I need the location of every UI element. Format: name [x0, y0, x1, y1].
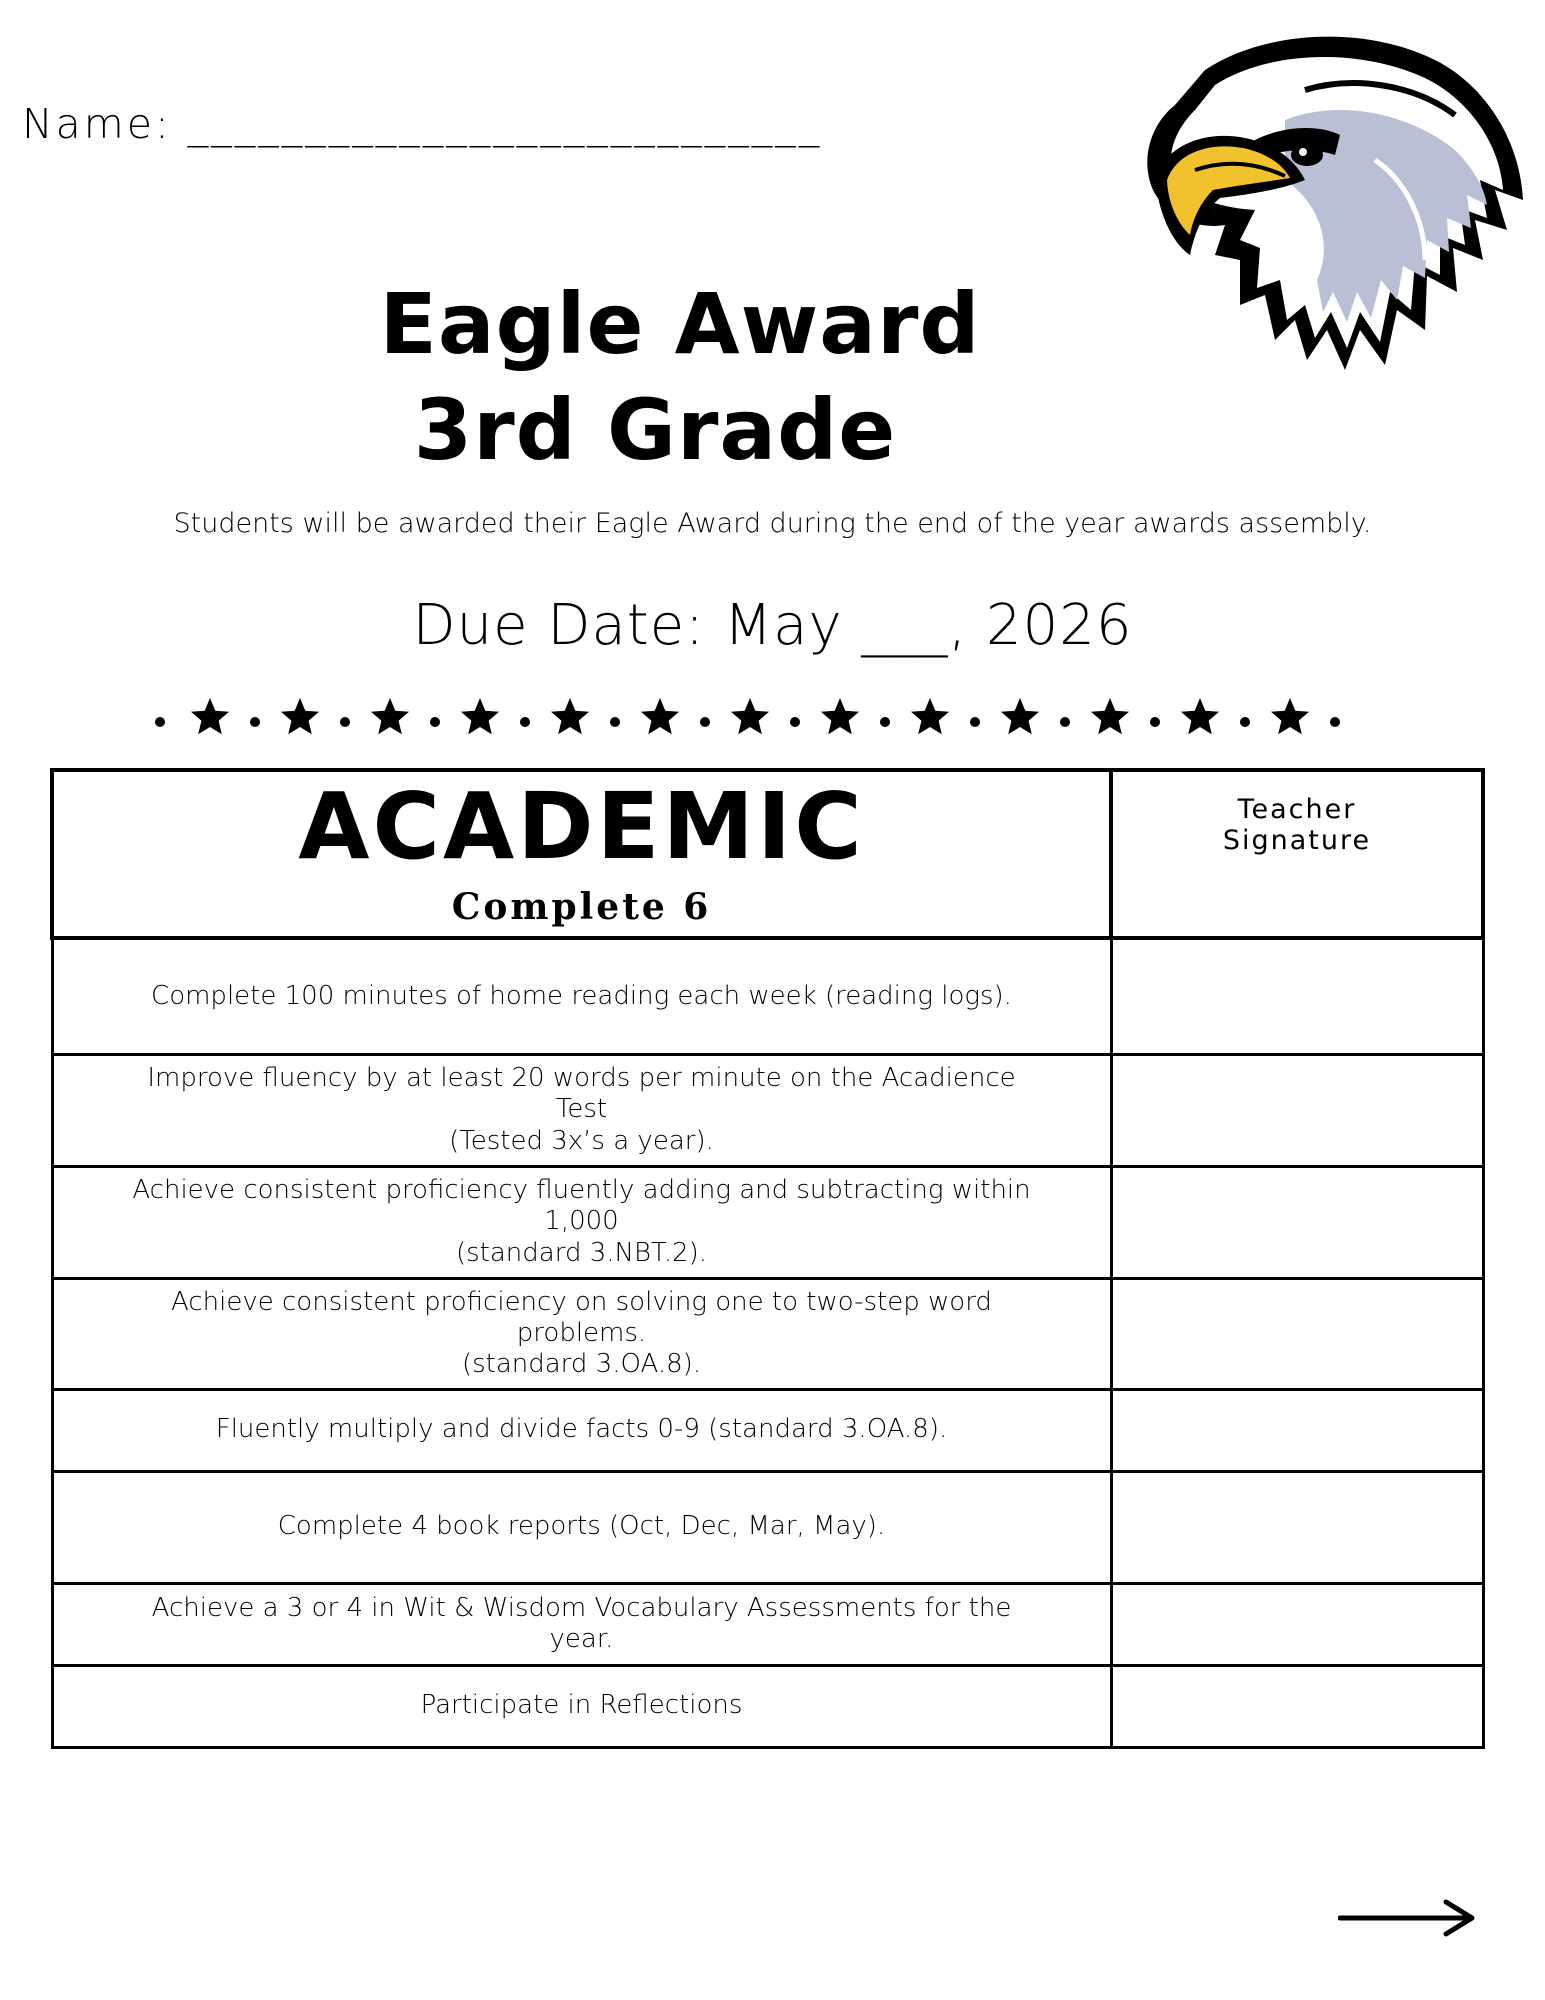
- right-arrow-icon[interactable]: [1338, 1898, 1478, 1938]
- divider-dot: [1150, 717, 1160, 727]
- requirement-cell: [52, 1471, 1111, 1583]
- requirement-text: Participate in Reflections: [420, 1690, 743, 1721]
- divider-star: [371, 698, 409, 734]
- due-date: Due Date: May ___, 2026: [412, 593, 1133, 658]
- requirement-text: Achieve consistent proficiency fluently adding and subtracting within 1,000: [132, 1175, 1031, 1237]
- divider-star: [281, 698, 319, 734]
- requirement-text-continued: (Tested 3x’s a year).: [449, 1125, 714, 1156]
- divider-dot: [970, 717, 980, 727]
- requirement-cell: [52, 1054, 1111, 1166]
- divider-star: [461, 698, 499, 734]
- requirement-text-continued: (standard 3.OA.8).: [461, 1349, 702, 1380]
- intro-text: Students will be awarded their Eagle Award during the end of the year awards assembly.: [173, 508, 1372, 539]
- signature-header-line-1: Teacher: [1237, 794, 1357, 825]
- requirement-text: Achieve consistent proficiency on solving one to two-step word problems.: [171, 1286, 992, 1348]
- academic-subheading: Complete 6: [451, 886, 712, 928]
- signature-cell[interactable]: [1111, 1054, 1483, 1166]
- divider-dot: [790, 717, 800, 727]
- academic-heading: ACADEMIC: [298, 773, 865, 880]
- requirement-cell: [52, 1665, 1111, 1747]
- table-header-row: [52, 770, 1483, 938]
- divider-dot: [430, 717, 440, 727]
- divider-dot: [250, 717, 260, 727]
- requirement-text: Complete 100 minutes of home reading each week (reading logs).: [151, 980, 1012, 1011]
- divider-star: [1001, 698, 1039, 734]
- page-title-line-1: Eagle Award: [379, 275, 981, 373]
- requirement-text: Fluently multiply and divide facts 0-9 (standard 3.OA.8).: [215, 1414, 948, 1445]
- divider-star: [1091, 698, 1129, 734]
- table-row: [52, 1278, 1483, 1389]
- divider-dot: [520, 717, 530, 727]
- signature-cell[interactable]: [1111, 1389, 1483, 1471]
- table-row: [52, 1389, 1483, 1471]
- table-row: [52, 1471, 1483, 1583]
- signature-cell[interactable]: [1111, 1665, 1483, 1747]
- signature-cell[interactable]: [1111, 1583, 1483, 1665]
- table-row: [52, 1583, 1483, 1665]
- requirement-cell: [52, 1583, 1111, 1665]
- table-row: [52, 1665, 1483, 1747]
- academic-heading-cell: [52, 770, 1111, 938]
- requirement-cell: [52, 938, 1111, 1054]
- requirement-text: Complete 4 book reports (Oct, Dec, Mar, May).: [277, 1511, 886, 1542]
- requirement-cell: [52, 1166, 1111, 1278]
- divider-star: [731, 698, 769, 734]
- divider-dot: [155, 717, 165, 727]
- requirement-text: Improve fluency by at least 20 words per minute on the Acadience Test: [147, 1063, 1016, 1125]
- divider-star: [911, 698, 949, 734]
- academic-checklist-table: [50, 768, 1485, 1749]
- table-row: [52, 1054, 1483, 1166]
- divider-dot: [700, 717, 710, 727]
- signature-cell[interactable]: [1111, 1471, 1483, 1583]
- requirement-text: Achieve a 3 or 4 in Wit & Wisdom Vocabulary Assessments for the year.: [151, 1592, 1012, 1654]
- table-row: [52, 938, 1483, 1054]
- divider-dot: [880, 717, 890, 727]
- divider-dot: [1240, 717, 1250, 727]
- divider-dot: [1330, 717, 1340, 727]
- divider-dot: [1060, 717, 1070, 727]
- name-field-label: Name: ___________________________: [22, 100, 823, 148]
- divider-star: [191, 698, 229, 734]
- table-row: [52, 1166, 1483, 1278]
- requirement-cell: [52, 1278, 1111, 1389]
- divider-dot: [610, 717, 620, 727]
- divider-star: [1271, 698, 1309, 734]
- divider-star: [1181, 698, 1219, 734]
- signature-cell[interactable]: [1111, 938, 1483, 1054]
- page-title-line-2: 3rd Grade: [413, 381, 897, 479]
- requirement-cell: [52, 1389, 1111, 1471]
- requirement-text-continued: (standard 3.NBT.2).: [455, 1237, 708, 1268]
- signature-cell[interactable]: [1111, 1278, 1483, 1389]
- signature-cell[interactable]: [1111, 1166, 1483, 1278]
- divider-dot: [340, 717, 350, 727]
- divider-star: [641, 698, 679, 734]
- signature-header-cell: [1111, 770, 1483, 938]
- signature-header-line-2: Signature: [1222, 825, 1372, 857]
- star-dot-divider: [150, 688, 1370, 748]
- divider-star: [821, 698, 859, 734]
- divider-star: [551, 698, 589, 734]
